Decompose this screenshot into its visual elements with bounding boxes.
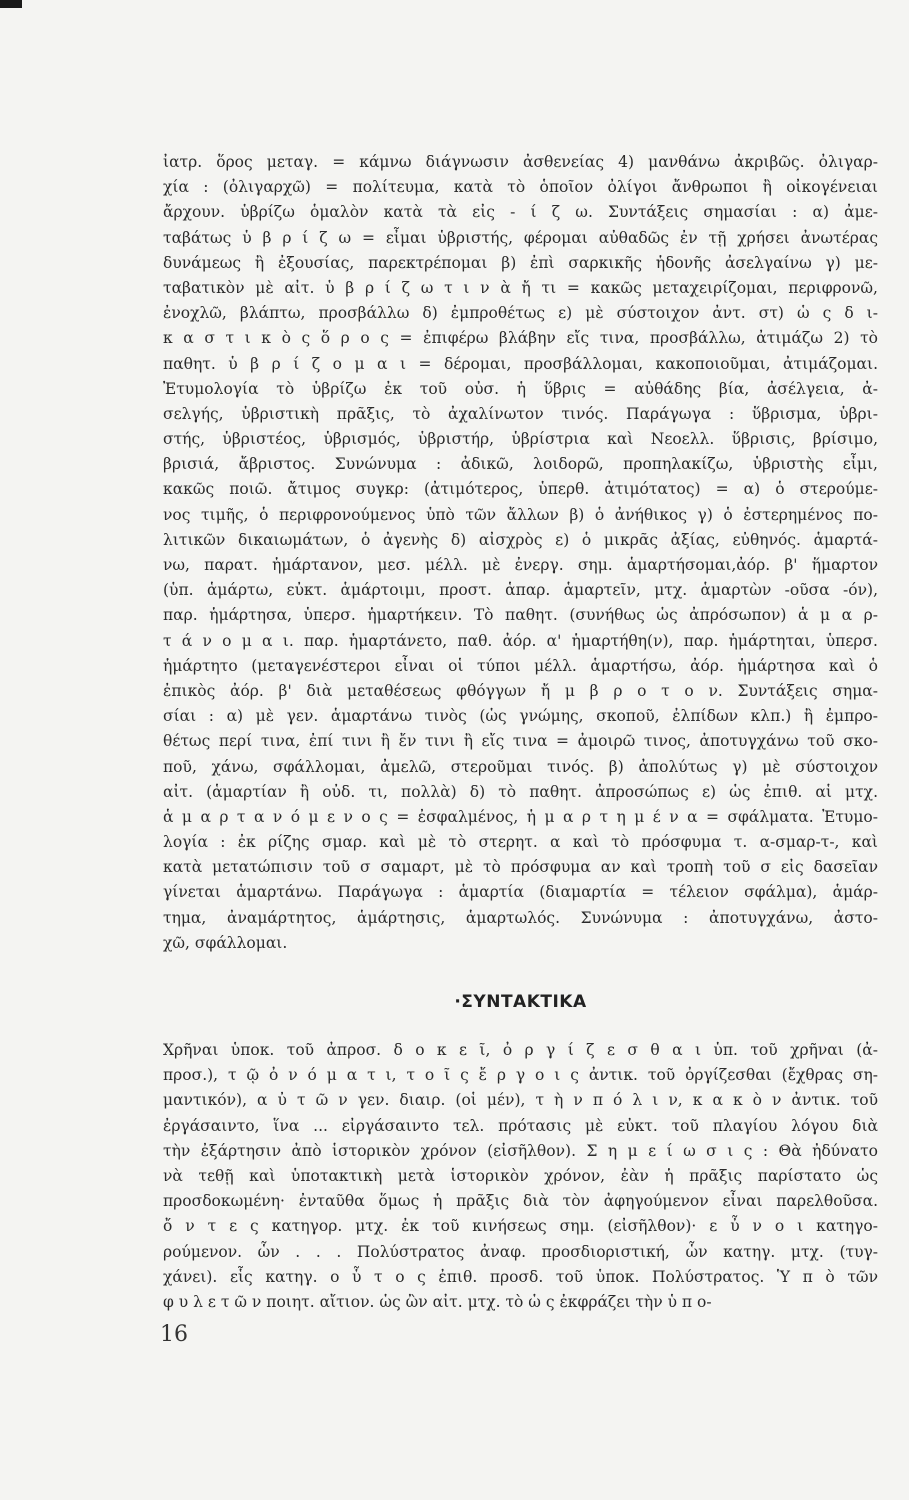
text-line: ποῦ, χάνω, σφάλλομαι, ἀμελῶ, στεροῦμαι τινός. β) ἀπολύτως γ) μὲ σύστοιχον (163, 757, 878, 776)
text-line: γίνεται ἁμαρτάνω. Παράγωγα : ἁμαρτία (διαμαρτία = τέλειον σφάλμα), ἁμάρ- (163, 883, 878, 902)
text-line: νὰ τεθῇ καὶ ὑποτακτικὴ μετὰ ἱστορικὸν χρόνον, ἐὰν ἡ πρᾶξις παρίστατο ὡς (163, 1166, 878, 1185)
text-line: νω, παρατ. ἡμάρτανον, μεσ. μέλλ. μὲ ἐνεργ. σημ. ἁμαρτήσομαι,ἀόρ. β' ἥμαρτον (163, 556, 878, 574)
text-line: προσδοκωμένη· ἐνταῦθα ὅμως ἡ πρᾶξις διὰ τὸν ἀφηγούμενον εἶναι παρελθοῦσα. (163, 1192, 878, 1211)
text-line: (ὑπ. ἁμάρτω, εὐκτ. ἁμάρτοιμι, προστ. ἁπαρ. ἁμαρτεῖν, μτχ. ἁμαρτὼν -οῦσα -όν), (163, 581, 878, 600)
text-line: ἐπικὸς ἀόρ. β' διὰ μεταθέσεως φθόγγων ἤ μ β ρ ο τ ο ν. Συντάξεις σημα- (163, 681, 878, 700)
text-line: θέτως περί τινα, ἐπί τινι ἢ ἔν τινι ἢ εἴς τινα = ἀμοιρῶ τινος, ἀποτυγχάνω τοῦ σκο- (163, 732, 878, 751)
text-line: τημα, ἀναμάρτητος, ἁμάρτησις, ἁμαρτωλός. Συνώνυμα : ἀποτυγχάνω, ἀστο- (163, 908, 878, 927)
text-line: χῶ, σφάλλομαι. (163, 933, 288, 952)
text-line: μαντικόν), α ὐ τ ῶ ν γεν. διαιρ. (οἱ μέν), τ ὴ ν π ό λ ι ν, κ α κ ὸ ν ἀντικ. τοῦ (163, 1091, 878, 1110)
text-line: ἄρχουν. ὑβρίζω ὁμαλὸν κατὰ τὰ εἰς - ί ζ ω. Συντάξεις σημασίαι : α) ἀμε- (163, 203, 878, 222)
text-line: ἁ μ α ρ τ α ν ό μ ε ν ο ς = ἐσφαλμένος, ἡ μ α ρ τ η μ έ ν α = σφάλματα. Ἐτυμο- (163, 807, 878, 826)
text-line: ἰατρ. ὅρος μεταγ. = κάμνω διάγνωσιν ἀσθενείας 4) μανθάνω ἀκριβῶς. ὀλιγαρ- (163, 153, 878, 171)
scan-corner-mark (0, 0, 22, 8)
text-line: χάνει). εἷς κατηγ. ο ὗ τ ο ς ἐπιθ. προσδ. τοῦ ὑποκ. Πολύστρατος. Ὑ π ὸ τῶν (163, 1267, 878, 1286)
text-line: παθητ. ὑ β ρ ί ζ ο μ α ι = δέρομαι, προσβάλλομαι, κακοποιοῦμαι, ἀτιμάζομαι. (163, 354, 878, 373)
section-heading: ·ΣΥΝΤΑΚΤΙΚΑ (454, 992, 587, 1012)
page-body (163, 150, 878, 1315)
text-line: παρ. ἡμάρτησα, ὑπερσ. ἡμαρτήκειν. Τὸ παθητ. (συνήθως ὡς ἀπρόσωπον) ἁ μ α ρ- (163, 606, 878, 625)
text-line: νος τιμῆς, ὁ περιφρονούμενος ὑπὸ τῶν ἄλλων β) ὁ ἀνήθικος γ) ὁ ἐστερημένος πο- (163, 505, 878, 524)
text-line: τ ά ν ο μ α ι. παρ. ἡμαρτάνετο, παθ. ἀόρ. α' ἡμαρτήθη(ν), παρ. ἡμάρτηται, ὑπερσ. (163, 631, 878, 650)
text-line: αἰτ. (ἁμαρτίαν ἢ οὐδ. τι, πολλὰ) δ) τὸ παθητ. ἀπροσώπως ε) ὡς ἐπιθ. αἱ μτχ. (163, 782, 878, 801)
text-line: δυνάμεως ἢ ἐξουσίας, παρεκτρέπομαι β) ἐπὶ σαρκικῆς ἡδονῆς ἀσελγαίνω γ) με- (163, 253, 878, 272)
text-line: Ἐτυμολογία τὸ ὑβρίζω ἐκ τοῦ οὐσ. ἡ ὕβρις = αὐθάδης βία, ἀσέλγεια, ἀ- (163, 379, 878, 398)
text-line: ρούμενον. ὧν . . . Πολύστρατος ἀναφ. προσδιοριστική, ὧν κατηγ. μτχ. (τυγ- (163, 1242, 878, 1261)
text-line: φ υ λ ε τ ῶ ν ποιητ. αἴτιον. ὡς ὢν αἰτ. μτχ. τὸ ὡ ς ἐκφράζει τὴν ὑ π ο- (163, 1292, 712, 1311)
lexicon-paragraph (163, 150, 878, 956)
text-line: ταβατικὸν μὲ αἰτ. ὑ β ρ ί ζ ω τ ι ν ὰ ἤ τι = κακῶς μεταχειρίζομαι, περιφρονῶ, (163, 278, 878, 297)
text-line: ταβάτως ὑ β ρ ί ζ ω = εἶμαι ὑβριστής, φέρομαι αὐθαδῶς ἐν τῇ χρήσει ἀνωτέρας (163, 228, 878, 247)
text-line: ἐνοχλῶ, βλάπτω, προσβάλλω δ) ἐμπροθέτως ε) μὲ σύστοιχον ἀντ. στ) ὡ ς δ ι- (163, 304, 878, 323)
text-line: τὴν ἐξάρτησιν ἀπὸ ἱστορικὸν χρόνον (εἰσῆλθον). Σ η μ ε ί ω σ ι ς : Θὰ ἠδύνατο (163, 1141, 878, 1160)
text-line: κ α σ τ ι κ ὸ ς ὅ ρ ο ς = ἐπιφέρω βλάβην εἴς τινα, προσβάλλω, ἀτιμάζω 2) τὸ (163, 329, 878, 348)
text-line: χία : (ὀλιγαρχῶ) = πολίτευμα, κατὰ τὸ ὁποῖον ὀλίγοι ἄνθρωποι ἢ οἰκογένειαι (163, 178, 878, 197)
text-line: κατὰ μετατώπισιν τοῦ σ σαμαρτ, μὲ τὸ πρόσφυμα αν καὶ τροπὴ τοῦ σ εἰς δασεῖαν (163, 858, 878, 877)
text-line: βρισιά, ἄβριστος. Συνώνυμα : ἀδικῶ, λοιδορῶ, προπηλακίζω, ὑβριστὴς εἶμι, (163, 455, 878, 474)
text-line: λιτικῶν δικαιωμάτων, ὁ ἀγενὴς δ) αἰσχρὸς ε) ὁ μικρᾶς ἀξίας, εὐθηνός. ἁμαρτά- (163, 530, 878, 549)
text-line: στής, ὑβριστέος, ὑβρισμός, ὑβριστήρ, ὑβρίστρια καὶ Νεοελλ. ὕβρισις, βρίσιμο, (163, 430, 878, 449)
text-line: ὄ ν τ ε ς κατηγορ. μτχ. ἐκ τοῦ κινήσεως σημ. (εἰσῆλθον)· ε ὖ ν ο ι κατηγο- (163, 1217, 878, 1236)
text-line: σίαι : α) μὲ γεν. ἁμαρτάνω τινὸς (ὡς γνώμης, σκοποῦ, ἐλπίδων κλπ.) ἢ ἐμπρο- (163, 707, 878, 726)
text-line: ἐργάσαιντο, ἵνα ... εἰργάσαιντο τελ. πρότασις μὲ εὐκτ. τοῦ πλαγίου λόγου διὰ (163, 1116, 878, 1135)
text-line: κακῶς ποιῶ. ἄτιμος συγκρ: (ἀτιμότερος, ὑπερθ. ἀτιμότατος) = α) ὁ στερούμε- (163, 480, 878, 499)
text-line: λογία : ἐκ ρίζης σμαρ. καὶ μὲ τὸ στερητ. α καὶ τὸ πρόσφυμα τ. α-σμαρ-τ-, καὶ (163, 833, 878, 852)
text-line: ἡμάρτητο (μεταγενέστεροι εἶναι οἱ τύποι μέλλ. ἁμαρτήσω, ἀόρ. ἡμάρτησα καὶ ὁ (163, 656, 878, 675)
text-line: Χρῆναι ὑποκ. τοῦ ἀπροσ. δ ο κ ε ῖ, ὀ ρ γ ί ζ ε σ θ α ι ὑπ. τοῦ χρῆναι (ἀ- (163, 1041, 878, 1059)
text-line: σελγής, ὑβριστικὴ πρᾶξις, τὸ ἀχαλίνωτον τινός. Παράγωγα : ὕβρισμα, ὑβρι- (163, 404, 878, 423)
text-line: προσ.), τ ῷ ὀ ν ό μ α τ ι, τ ο ῖ ς ἔ ρ γ ο ι ς ἀντικ. τοῦ ὀργίζεσθαι (ἔχθρας ση- (163, 1066, 878, 1085)
page-number: 16 (160, 1322, 188, 1347)
syntax-paragraph (163, 1038, 878, 1315)
